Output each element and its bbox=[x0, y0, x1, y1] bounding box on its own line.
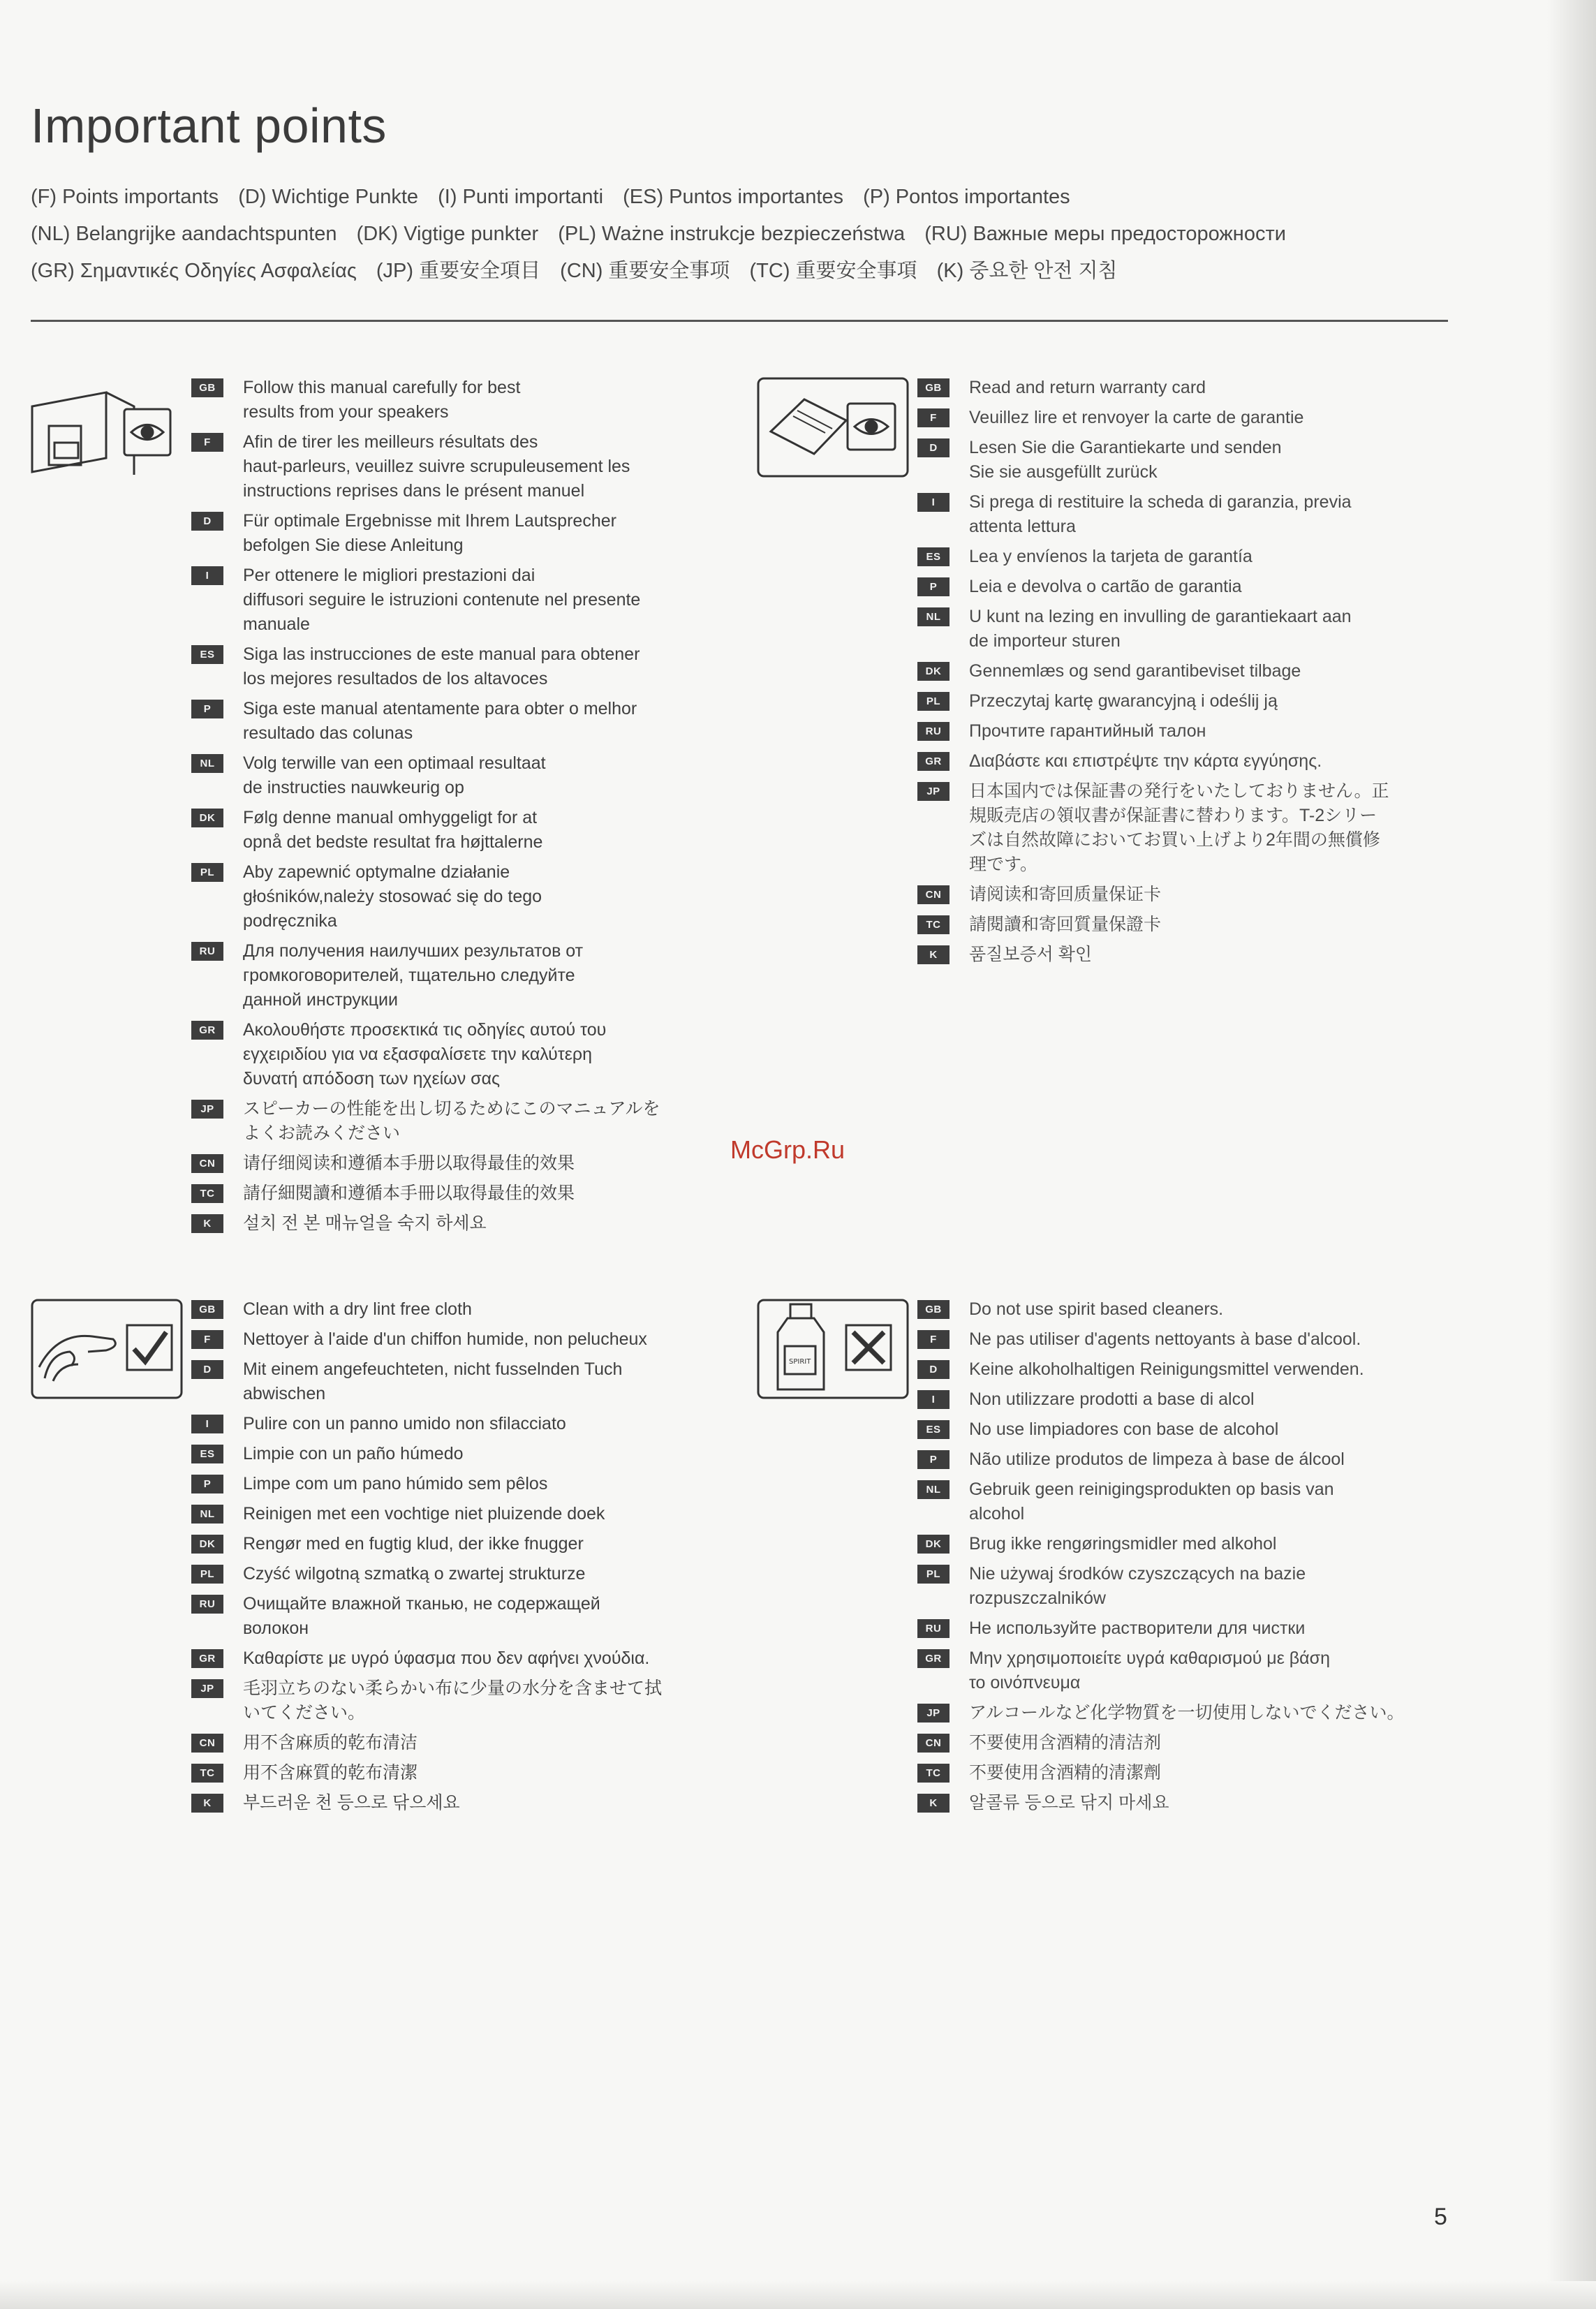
language-code-badge: D bbox=[917, 1360, 950, 1379]
language-item bbox=[191, 751, 736, 800]
language-item bbox=[191, 1442, 736, 1466]
translation: (F) Points importants bbox=[31, 186, 219, 208]
language-item bbox=[917, 1387, 1462, 1412]
instruction-text: Czyść wilgotną szmatką o zwartej strukturze bbox=[243, 1564, 586, 1584]
language-code-badge: D bbox=[191, 1360, 223, 1379]
instruction-text: Clean with a dry lint free cloth bbox=[243, 1299, 472, 1319]
translation: (PL) Ważne instrukcje bezpieczeństwa bbox=[558, 223, 906, 245]
language-item bbox=[191, 806, 736, 855]
language-item bbox=[917, 1791, 1462, 1815]
translation: (DK) Vigtige punkter bbox=[356, 223, 539, 245]
instruction-text: Lea y envíenos la tarjeta de garantía bbox=[969, 547, 1253, 566]
language-item bbox=[917, 1297, 1462, 1322]
language-code-badge: I bbox=[917, 1390, 950, 1409]
language-code-badge: DK bbox=[191, 1535, 223, 1554]
language-item bbox=[917, 779, 1462, 877]
page-number: 5 bbox=[1434, 2204, 1447, 2230]
language-item bbox=[917, 883, 1462, 907]
language-item bbox=[917, 1357, 1462, 1382]
language-code-badge: P bbox=[191, 700, 223, 718]
instruction-text: Nie używaj środków czyszczących na bazie rozpuszczalników bbox=[969, 1564, 1306, 1608]
language-item bbox=[917, 659, 1462, 684]
instruction-text: Μην χρησιμοποιείτε υγρά καθαρισμού με βάση το οινόπνευμα bbox=[969, 1648, 1330, 1692]
language-code-badge: K bbox=[917, 1794, 950, 1813]
instruction-text: Прочтите гарантийный талон bbox=[969, 721, 1206, 741]
language-code-badge: CN bbox=[917, 885, 950, 904]
language-code-badge: RU bbox=[191, 1595, 223, 1614]
instruction-text: 請閱讀和寄回質量保證卡 bbox=[969, 915, 1162, 934]
language-code-badge: D bbox=[191, 512, 223, 531]
language-item bbox=[191, 509, 736, 558]
language-code-badge: RU bbox=[191, 942, 223, 961]
translation: (RU) Важные меры предосторожности bbox=[924, 223, 1286, 245]
instruction-text: Не используйте растворители для чистки bbox=[969, 1618, 1306, 1638]
translation: (TC) 重要安全事項 bbox=[749, 260, 917, 282]
language-code-badge: F bbox=[191, 1330, 223, 1349]
translation: (GR) Σημαντικές Οδηγίες Ασφαλείας bbox=[31, 260, 357, 282]
svg-text:SPIRIT: SPIRIT bbox=[789, 1358, 811, 1366]
instruction-text: Veuillez lire et renvoyer la carte de garantie bbox=[969, 408, 1304, 427]
language-code-badge: PL bbox=[917, 1565, 950, 1584]
language-item bbox=[191, 1357, 736, 1406]
language-item bbox=[917, 436, 1462, 485]
instruction-text: 알콜류 등으로 닦지 마세요 bbox=[969, 1793, 1169, 1813]
instruction-text: Brug ikke rengøringsmidler med alkohol bbox=[969, 1534, 1277, 1554]
instruction-text: U kunt na lezing en invulling de garantiekaart aan de importeur sturen bbox=[969, 607, 1352, 651]
instruction-text: Reinigen met een vochtige niet pluizende doek bbox=[243, 1504, 605, 1524]
language-item bbox=[917, 749, 1462, 774]
page-title: Important points bbox=[31, 98, 387, 153]
instruction-text: Mit einem angefeuchteten, nicht fusselnden Tuch abwischen bbox=[243, 1359, 623, 1403]
language-item bbox=[917, 913, 1462, 937]
language-code-badge: GR bbox=[191, 1649, 223, 1668]
instruction-text: 毛羽立ちのない柔らかい布に少量の水分を含ませて拭 いてください。 bbox=[243, 1679, 663, 1722]
instruction-text: Für optimale Ergebnisse mit Ihrem Lautsprecher befolgen Sie diese Anleitung bbox=[243, 511, 616, 555]
language-code-badge: GB bbox=[917, 1300, 950, 1319]
language-item bbox=[917, 719, 1462, 744]
instruction-text: Pulire con un panno umido non sfilacciato bbox=[243, 1414, 566, 1433]
instruction-text: 不要使用含酒精的清洁剂 bbox=[969, 1733, 1162, 1753]
language-item bbox=[917, 1447, 1462, 1472]
language-item bbox=[917, 1616, 1462, 1641]
language-code-badge: F bbox=[917, 408, 950, 427]
language-item bbox=[917, 689, 1462, 714]
language-item bbox=[191, 1097, 736, 1146]
instruction-text: Per ottenere le migliori prestazioni dai diffusori seguire le istruzioni contenute nel presente manuale bbox=[243, 566, 641, 634]
instruction-text: 不要使用含酒精的清潔劑 bbox=[969, 1763, 1162, 1783]
translation: (I) Punti importanti bbox=[438, 186, 604, 208]
language-item bbox=[191, 1562, 736, 1586]
instruction-text: 부드러운 천 등으로 닦으세요 bbox=[243, 1793, 460, 1813]
language-item bbox=[191, 642, 736, 691]
instruction-text: 日本国内では保証書の発行をいたしておりません。正 規販売店の領収書が保証書に替わります。T-2シリー ズは自然故障においてお買い上げより2年間の無償修 理です。 bbox=[969, 781, 1389, 874]
language-code-badge: K bbox=[191, 1214, 223, 1233]
page-edge-shadow bbox=[1547, 0, 1596, 2309]
language-code-badge: NL bbox=[917, 1480, 950, 1499]
language-item bbox=[191, 376, 736, 425]
language-item bbox=[191, 1731, 736, 1755]
instruction-text: Read and return warranty card bbox=[969, 378, 1206, 397]
language-code-badge: CN bbox=[191, 1734, 223, 1753]
translation: (ES) Puntos importantes bbox=[623, 186, 844, 208]
dry-cloth-check-icon bbox=[29, 1297, 197, 1402]
instruction-text: Gennemlæs og send garantibeviset tilbage bbox=[969, 661, 1301, 681]
language-item bbox=[191, 1592, 736, 1641]
instruction-text: Καθαρίστε με υγρό ύφασμα που δεν αφήνει χνούδια. bbox=[243, 1648, 650, 1668]
language-code-badge: DK bbox=[191, 809, 223, 827]
instruction-text: 用不含麻质的乾布清洁 bbox=[243, 1733, 418, 1753]
language-code-badge: P bbox=[917, 577, 950, 596]
language-item bbox=[917, 1761, 1462, 1785]
instruction-text: Ακολουθήστε προσεκτικά τις οδηγίες αυτού του εγχειριδίου για να εξασφαλίσετε την καλύτερη δυνατή απόδοση των ηχείων σας bbox=[243, 1020, 607, 1089]
language-code-badge: TC bbox=[191, 1184, 223, 1203]
language-item bbox=[917, 1417, 1462, 1442]
language-code-badge: K bbox=[917, 945, 950, 964]
instruction-text: Si prega di restituire la scheda di garanzia, previa attenta lettura bbox=[969, 492, 1352, 536]
instruction-text: 설치 전 본 매뉴얼을 숙지 하세요 bbox=[243, 1213, 487, 1233]
language-item bbox=[191, 1211, 736, 1236]
language-code-badge: F bbox=[917, 1330, 950, 1349]
language-code-badge: CN bbox=[191, 1154, 223, 1173]
instruction-list bbox=[917, 1297, 1462, 1821]
language-code-badge: JP bbox=[191, 1100, 223, 1119]
language-item bbox=[191, 563, 736, 637]
instruction-text: Для получения наилучших результатов от громкоговорителей, тщательно следуйте данной инструкции bbox=[243, 941, 584, 1010]
instruction-text: Follow this manual carefully for best results from your speakers bbox=[243, 378, 521, 422]
instruction-text: 请阅读和寄回质量保证卡 bbox=[969, 885, 1162, 904]
language-item bbox=[191, 1532, 736, 1556]
instruction-text: スピーカーの性能を出し切るためにこのマニュアルを よくお読みください bbox=[243, 1099, 660, 1143]
language-code-badge: P bbox=[917, 1450, 950, 1469]
language-code-badge: DK bbox=[917, 1535, 950, 1554]
translation: (CN) 重要安全事项 bbox=[560, 260, 730, 282]
language-item bbox=[191, 1791, 736, 1815]
language-code-badge: JP bbox=[917, 1704, 950, 1722]
language-item bbox=[917, 1646, 1462, 1695]
language-item bbox=[917, 575, 1462, 599]
translation: (P) Pontos importantes bbox=[863, 186, 1070, 208]
watermark: McGrp.Ru bbox=[730, 1135, 845, 1164]
language-item bbox=[917, 490, 1462, 539]
language-code-badge: I bbox=[917, 493, 950, 512]
page-bottom-shadow bbox=[0, 2281, 1596, 2309]
language-item bbox=[917, 1327, 1462, 1352]
language-code-badge: ES bbox=[191, 1445, 223, 1463]
language-item bbox=[191, 1676, 736, 1725]
instruction-text: Afin de tirer les meilleurs résultats des haut-parleurs, veuillez suivre scrupuleusement les instructions reprises dans le présent manuel bbox=[243, 432, 630, 501]
instruction-text: Não utilize produtos de limpeza à base de álcool bbox=[969, 1449, 1345, 1469]
language-code-badge: RU bbox=[917, 1619, 950, 1638]
instruction-text: Følg denne manual omhyggeligt for at opnå det bedste resultat fra højttalerne bbox=[243, 808, 543, 852]
instruction-text: No use limpiadores con base de alcohol bbox=[969, 1419, 1279, 1439]
instruction-text: Siga este manual atentamente para obter o melhor resultado das colunas bbox=[243, 699, 637, 743]
language-code-badge: I bbox=[191, 566, 223, 585]
language-code-badge: ES bbox=[917, 1420, 950, 1439]
language-item bbox=[191, 1646, 736, 1671]
translation: (K) 중요한 안전 지침 bbox=[936, 260, 1118, 282]
instruction-text: Rengør med en fugtig klud, der ikke fnugger bbox=[243, 1534, 584, 1554]
language-code-badge: GB bbox=[191, 1300, 223, 1319]
warranty-card-icon bbox=[755, 376, 923, 480]
language-item bbox=[917, 545, 1462, 569]
language-code-badge: NL bbox=[191, 754, 223, 773]
language-code-badge: D bbox=[917, 438, 950, 457]
language-code-badge: K bbox=[191, 1794, 223, 1813]
language-item bbox=[917, 605, 1462, 654]
instruction-text: 請仔細閱讀和遵循本手冊以取得最佳的效果 bbox=[243, 1183, 575, 1203]
instruction-text: Leia e devolva o cartão de garantia bbox=[969, 577, 1242, 596]
instruction-text: Przeczytaj kartę gwarancyjną i odeślij ją bbox=[969, 691, 1278, 711]
language-code-badge: P bbox=[191, 1475, 223, 1493]
language-item bbox=[191, 697, 736, 746]
language-item bbox=[191, 1502, 736, 1526]
language-code-badge: JP bbox=[191, 1679, 223, 1698]
instruction-text: Non utilizzare prodotti a base di alcol bbox=[969, 1389, 1255, 1409]
title-translations bbox=[31, 179, 1455, 290]
translation: (D) Wichtige Punkte bbox=[238, 186, 419, 208]
language-item bbox=[917, 1701, 1462, 1725]
language-code-badge: JP bbox=[917, 782, 950, 801]
language-item bbox=[191, 1327, 736, 1352]
no-alcohol-cleaner-icon bbox=[755, 1297, 923, 1402]
language-item bbox=[191, 430, 736, 503]
instruction-text: Nettoyer à l'aide d'un chiffon humide, non pelucheux bbox=[243, 1329, 647, 1349]
instruction-text: Siga las instrucciones de este manual para obtener los mejores resultados de los altavoces bbox=[243, 644, 640, 688]
instruction-text: Limpie con un paño húmedo bbox=[243, 1444, 464, 1463]
language-code-badge: RU bbox=[917, 722, 950, 741]
language-item bbox=[917, 1731, 1462, 1755]
instruction-text: Do not use spirit based cleaners. bbox=[969, 1299, 1224, 1319]
instruction-text: Limpe com um pano húmido sem pêlos bbox=[243, 1474, 548, 1493]
instruction-text: Διαβάστε και επιστρέψτε την κάρτα εγγύησης. bbox=[969, 751, 1322, 771]
language-code-badge: NL bbox=[917, 607, 950, 626]
language-item bbox=[917, 406, 1462, 430]
language-item bbox=[917, 943, 1462, 967]
instruction-text: Lesen Sie die Garantiekarte und senden Sie sie ausgefüllt zurück bbox=[969, 438, 1282, 482]
header-divider bbox=[31, 320, 1448, 322]
instruction-text: 품질보증서 확인 bbox=[969, 945, 1092, 964]
language-code-badge: GB bbox=[917, 378, 950, 397]
language-code-badge: CN bbox=[917, 1734, 950, 1753]
language-code-badge: ES bbox=[917, 547, 950, 566]
manual-read-icon bbox=[29, 376, 197, 480]
language-item bbox=[191, 1181, 736, 1206]
language-item bbox=[917, 1532, 1462, 1556]
language-code-badge: GR bbox=[917, 752, 950, 771]
instruction-text: Gebruik geen reinigingsprodukten op basis van alcohol bbox=[969, 1480, 1334, 1524]
language-item bbox=[191, 860, 736, 934]
language-code-badge: PL bbox=[917, 692, 950, 711]
instruction-text: 用不含麻質的乾布清潔 bbox=[243, 1763, 418, 1783]
language-code-badge: PL bbox=[191, 863, 223, 882]
instruction-list bbox=[191, 376, 736, 1241]
language-code-badge: ES bbox=[191, 645, 223, 664]
language-item bbox=[917, 376, 1462, 400]
instruction-text: アルコールなど化学物質を一切使用しないでください。 bbox=[969, 1703, 1405, 1722]
language-item bbox=[191, 1151, 736, 1176]
instruction-text: Ne pas utiliser d'agents nettoyants à base d'alcool. bbox=[969, 1329, 1361, 1349]
instruction-text: Очищайте влажной тканью, не содержащей волокон bbox=[243, 1594, 600, 1638]
language-code-badge: TC bbox=[191, 1764, 223, 1783]
language-item bbox=[191, 1297, 736, 1322]
instruction-list bbox=[191, 1297, 736, 1821]
instruction-text: Aby zapewnić optymalne działanie głośników,należy stosować się do tego podręcznika bbox=[243, 862, 542, 931]
language-item bbox=[191, 1761, 736, 1785]
language-item bbox=[191, 1018, 736, 1091]
language-code-badge: GR bbox=[191, 1021, 223, 1040]
language-code-badge: GR bbox=[917, 1649, 950, 1668]
language-item bbox=[917, 1477, 1462, 1526]
language-code-badge: I bbox=[191, 1415, 223, 1433]
language-code-badge: TC bbox=[917, 915, 950, 934]
language-code-badge: TC bbox=[917, 1764, 950, 1783]
language-item bbox=[191, 939, 736, 1012]
instruction-text: Volg terwille van een optimaal resultaat de instructies nauwkeurig op bbox=[243, 753, 546, 797]
instruction-text: Keine alkoholhaltigen Reinigungsmittel verwenden. bbox=[969, 1359, 1364, 1379]
language-code-badge: PL bbox=[191, 1565, 223, 1584]
language-item bbox=[917, 1562, 1462, 1611]
instruction-text: 请仔细阅读和遵循本手册以取得最佳的效果 bbox=[243, 1153, 575, 1173]
language-code-badge: F bbox=[191, 433, 223, 452]
language-code-badge: NL bbox=[191, 1505, 223, 1524]
instruction-list bbox=[917, 376, 1462, 973]
language-item bbox=[191, 1412, 736, 1436]
language-code-badge: DK bbox=[917, 662, 950, 681]
translation: (JP) 重要安全項目 bbox=[376, 260, 541, 282]
language-item bbox=[191, 1472, 736, 1496]
translation: (NL) Belangrijke aandachtspunten bbox=[31, 223, 337, 245]
language-code-badge: GB bbox=[191, 378, 223, 397]
